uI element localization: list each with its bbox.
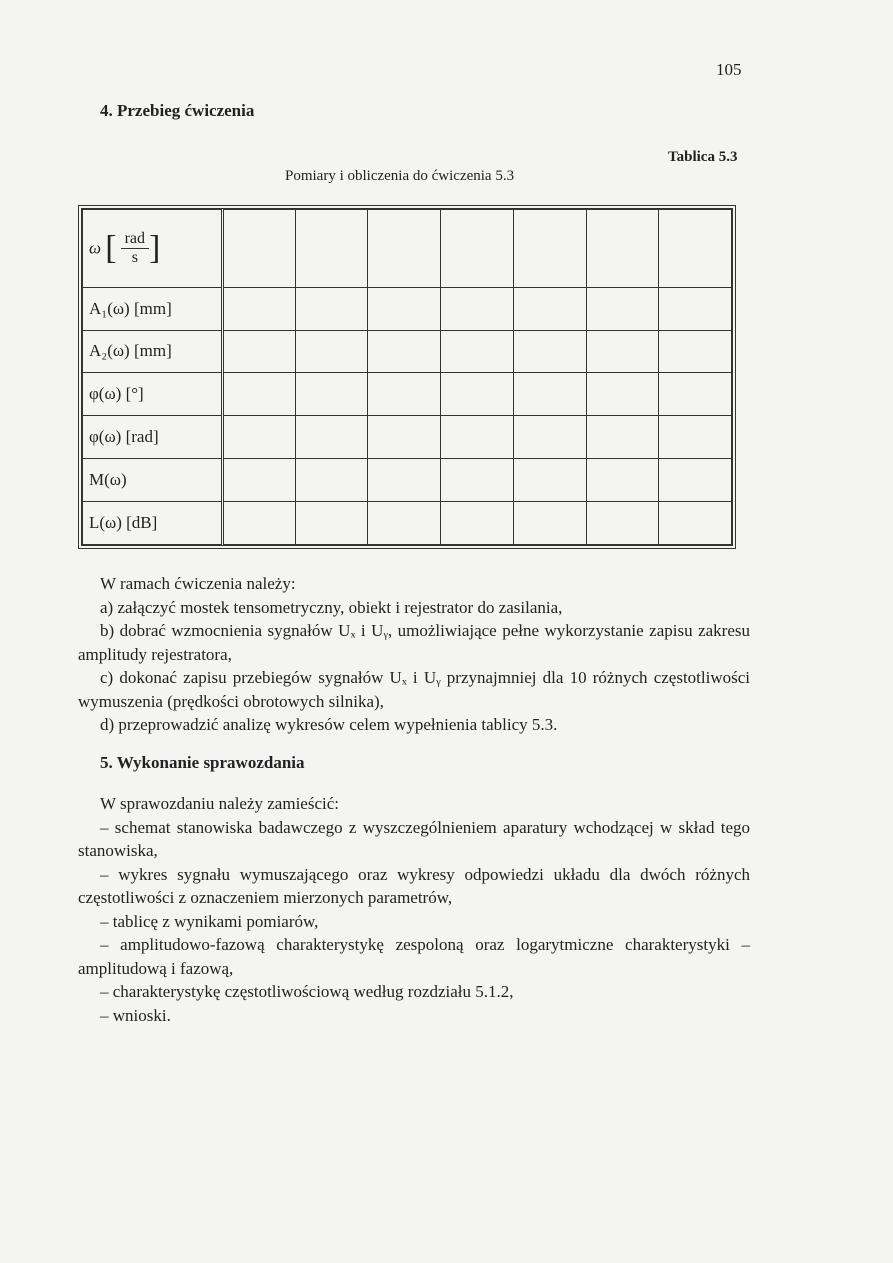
table-cell	[513, 373, 586, 416]
table-cell	[586, 459, 659, 502]
paragraph: – charakterystykę częstotliwościową według rozdziału 5.1.2,	[100, 982, 514, 1001]
table-cell	[441, 416, 514, 459]
paragraph: W ramach ćwiczenia należy:	[100, 574, 296, 593]
table-cell	[586, 502, 659, 545]
paragraph: a) załączyć mostek tensometryczny, obiekt i rejestrator do zasilania,	[100, 597, 563, 617]
measurement-table	[78, 205, 736, 549]
table-cell	[295, 373, 368, 416]
row-header: M(ω)	[83, 459, 223, 502]
table-row	[83, 416, 732, 459]
table-cell	[513, 210, 586, 288]
row-header: φ(ω) [°]	[83, 373, 223, 416]
table-cell	[659, 287, 732, 330]
omega-symbol: ω	[89, 238, 102, 258]
table-cell	[223, 330, 296, 373]
table-cell	[513, 459, 586, 502]
table-cell	[223, 459, 296, 502]
exercise-steps	[78, 572, 750, 737]
table-cell	[659, 373, 732, 416]
table-cell	[223, 416, 296, 459]
table-row	[83, 330, 732, 373]
table-cell	[659, 459, 732, 502]
paragraph: – amplitudowo-fazową charakterystykę zespoloną oraz logarytmiczne charakterystyki – amplitudową i fazową,	[78, 935, 750, 978]
table-row-omega	[83, 210, 732, 288]
table-cell	[223, 210, 296, 288]
table-cell	[368, 287, 441, 330]
table-cell	[659, 330, 732, 373]
paragraph: – tablicę z wynikami pomiarów,	[100, 911, 319, 931]
table-cell	[441, 210, 514, 288]
table-cell	[295, 330, 368, 373]
table-cell	[441, 287, 514, 330]
table-cell	[295, 287, 368, 330]
table-label: Tablica 5.3	[668, 149, 738, 165]
omega-unit	[121, 230, 149, 267]
table-cell	[513, 502, 586, 545]
omega-unit-denominator: s	[131, 248, 138, 266]
table-cell	[586, 210, 659, 288]
table-cell	[659, 210, 732, 288]
paragraph: – schemat stanowiska badawczego z wyszczególnieniem aparatury wchodzącej w skład tego stanowiska,	[78, 817, 750, 860]
table-cell	[513, 330, 586, 373]
table-cell	[513, 287, 586, 330]
table-cell	[368, 210, 441, 288]
row-header-omega: ω [ $\frac{\text{rad}}{s}$ ]	[83, 210, 223, 288]
table-cell	[368, 373, 441, 416]
table-cell	[441, 502, 514, 545]
table-cell	[586, 416, 659, 459]
table-cell	[441, 459, 514, 502]
table-cell	[223, 373, 296, 416]
row-header: L(ω) [dB]	[83, 502, 223, 545]
paragraph: c) dokonać zapisu przebiegów sygnałów Uₓ i Uᵧ przynajmniej dla 10 różnych częstotliwości wymuszenia (prędkości obrotowych silnika),	[78, 668, 750, 711]
paragraph: – wykres sygnału wymuszającego oraz wykresy odpowiedzi układu dla dwóch różnych częstotliwości z oznaczeniem mierzonych parametrów,	[78, 864, 750, 907]
body-text	[78, 572, 750, 1027]
table-cell	[368, 502, 441, 545]
paragraph: b) dobrać wzmocnienia sygnałów Uₓ i Uᵧ, umożliwiające pełne wykorzystanie zapisu zakresu amplitudy rejestratora,	[78, 621, 750, 664]
table-cell	[368, 459, 441, 502]
table-cell	[586, 373, 659, 416]
table-cell	[659, 502, 732, 545]
row-header: φ(ω) [rad]	[83, 416, 223, 459]
table-cell	[295, 210, 368, 288]
row-header: A₁(ω) [mm]	[83, 287, 223, 330]
table-cell	[295, 502, 368, 545]
table-row	[83, 373, 732, 416]
paragraph: d) przeprowadzić analizę wykresów celem wypełnienia tablicy 5.3.	[100, 715, 558, 734]
table-row	[83, 502, 732, 545]
paragraph: W sprawozdaniu należy zamieścić:	[100, 794, 339, 813]
table-cell	[586, 330, 659, 373]
table-cell	[441, 330, 514, 373]
table-cell	[295, 459, 368, 502]
table-cell	[223, 502, 296, 545]
paragraph: – wnioski.	[100, 1005, 171, 1025]
table-cell	[586, 287, 659, 330]
section-heading-5: 5. Wykonanie sprawozdania	[100, 752, 305, 772]
page-number: 105	[716, 60, 742, 79]
report-requirements	[78, 792, 750, 1027]
row-header: A₂(ω) [mm]	[83, 330, 223, 373]
table-cell	[368, 330, 441, 373]
table-row	[83, 459, 732, 502]
omega-unit-numerator: rad	[121, 230, 149, 249]
table-cell	[295, 416, 368, 459]
section-heading-4: 4. Przebieg ćwiczenia	[100, 101, 255, 120]
table-cell	[223, 287, 296, 330]
table-cell	[368, 416, 441, 459]
table-cell	[513, 416, 586, 459]
table-cell	[659, 416, 732, 459]
table-cell	[441, 373, 514, 416]
table-caption: Pomiary i obliczenia do ćwiczenia 5.3	[285, 168, 515, 184]
table-row	[83, 287, 732, 330]
